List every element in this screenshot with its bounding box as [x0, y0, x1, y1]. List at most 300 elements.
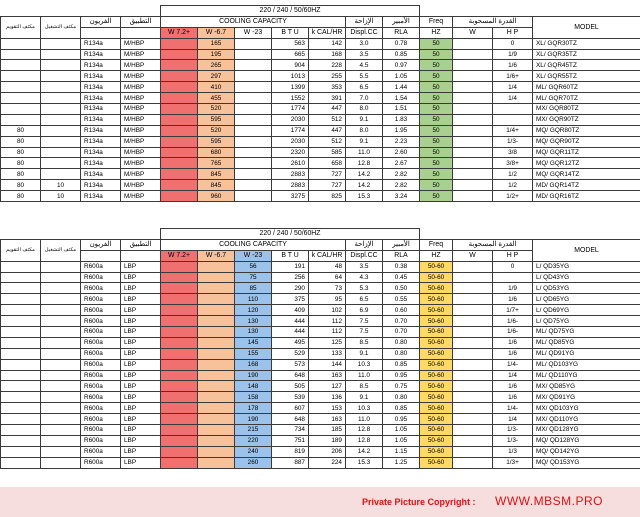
w-67-cell — [198, 370, 235, 381]
w-67-cell: 297 — [198, 71, 235, 82]
rla-cell: 0.80 — [383, 392, 420, 403]
displ-cell: 14.2 — [346, 446, 383, 457]
amp-adjust-cell — [1, 38, 41, 49]
application-cell: M/HBP — [121, 136, 161, 147]
model-cell: ML/ GQR60TZ — [533, 82, 640, 93]
w-72-cell — [161, 272, 198, 283]
w-72-cell — [161, 180, 198, 191]
rla-cell: 2.23 — [383, 136, 420, 147]
ampere-ar-header: الأمبير — [383, 16, 420, 27]
model-cell: MX/ GQR90TZ — [533, 114, 640, 125]
w-23-cell: 110 — [235, 294, 272, 305]
model-cell: MQ/ GQR14TZ — [533, 169, 640, 180]
w-cell — [453, 114, 493, 125]
model-cell: ML/ GQR70TZ — [533, 93, 640, 104]
hp-cell: 1/3- — [493, 136, 533, 147]
refrigerant-cell: R600a — [81, 457, 121, 468]
w-72-cell — [161, 283, 198, 294]
w-23-cell — [235, 93, 272, 104]
start-cap-cell — [41, 348, 81, 359]
kcal-cell: 144 — [309, 359, 346, 370]
w-cell — [453, 272, 493, 283]
table-row — [1, 38, 640, 49]
rla-cell: 0.70 — [383, 316, 420, 327]
application-cell: M/HBP — [121, 114, 161, 125]
start-cap-cell — [41, 71, 81, 82]
hz-cell: 50-60 — [420, 381, 453, 392]
start-cap-cell — [41, 392, 81, 403]
w-cell — [453, 191, 493, 202]
w-67-cell: 845 — [198, 180, 235, 191]
w-72-cell — [161, 327, 198, 338]
table-row — [1, 425, 640, 436]
kcal-cell: 112 — [309, 327, 346, 338]
w-72-cell — [161, 414, 198, 425]
w-23-cell: 260 — [235, 457, 272, 468]
rla-cell: 2.82 — [383, 169, 420, 180]
rla-cell: 2.82 — [383, 180, 420, 191]
w-23-cell — [235, 38, 272, 49]
start-cap-cell — [41, 261, 81, 272]
displ-cell: 5.3 — [346, 283, 383, 294]
w-67-cell — [198, 435, 235, 446]
refrigerant-cell: R600a — [81, 446, 121, 457]
hp-cell: 1/4 — [493, 414, 533, 425]
application-cell: LBP — [121, 348, 161, 359]
rla-cell: 0.45 — [383, 272, 420, 283]
w-cell — [453, 403, 493, 414]
hp-cell: 1/3- — [493, 425, 533, 436]
table-row — [1, 392, 640, 403]
start-cap-cell — [41, 49, 81, 60]
hz-cell: 50-60 — [420, 337, 453, 348]
rla-cell: 3.24 — [383, 191, 420, 202]
application-cell: M/HBP — [121, 158, 161, 169]
w-23-cell — [235, 169, 272, 180]
table-row — [1, 337, 640, 348]
w-cell — [453, 147, 493, 158]
btu-cell: 495 — [272, 337, 309, 348]
w-72-cell — [161, 359, 198, 370]
w-cell — [453, 370, 493, 381]
table-row — [1, 49, 640, 60]
application-cell: LBP — [121, 316, 161, 327]
w-23-cell — [235, 158, 272, 169]
hp-cell: 1/3+ — [493, 457, 533, 468]
rla-cell: 0.95 — [383, 414, 420, 425]
table-header-row — [1, 229, 640, 240]
btu-cell: 505 — [272, 381, 309, 392]
displ-cell: 14.2 — [346, 169, 383, 180]
r134a-spec-table — [0, 5, 640, 202]
hz-cell: 50 — [420, 147, 453, 158]
w-72-cell — [161, 337, 198, 348]
hp-cell: 1/6 — [493, 294, 533, 305]
start-cap-cell — [41, 359, 81, 370]
displ-cell: 6.5 — [346, 294, 383, 305]
rla-cell: 0.78 — [383, 38, 420, 49]
w-cell — [453, 136, 493, 147]
btu-cell: 375 — [272, 294, 309, 305]
w-23-cell: 130 — [235, 316, 272, 327]
btu-cell: 539 — [272, 392, 309, 403]
kcal-cell: 127 — [309, 381, 346, 392]
model-cell: MQ/ QD153YG — [533, 457, 640, 468]
table-header-row — [1, 239, 640, 250]
kcal-cell: 153 — [309, 403, 346, 414]
displ-cell: 10.3 — [346, 403, 383, 414]
start-cap-cell — [41, 60, 81, 71]
amp-adjust-cell — [1, 294, 41, 305]
w-23-cell: 220 — [235, 435, 272, 446]
table-row — [1, 457, 640, 468]
w-cell — [453, 327, 493, 338]
amp-adjust-cell — [1, 93, 41, 104]
table-row — [1, 261, 640, 272]
hp-header: H P — [493, 27, 533, 38]
w-23-cell: 155 — [235, 348, 272, 359]
btu-cell: 2030 — [272, 136, 309, 147]
w-23-cell — [235, 191, 272, 202]
refrigerant-cell: R134a — [81, 82, 121, 93]
hp-cell: 1/9 — [493, 49, 533, 60]
rla-cell: 0.60 — [383, 305, 420, 316]
w-cell — [453, 60, 493, 71]
amp-adjust-cell — [1, 327, 41, 338]
w-72-cell — [161, 457, 198, 468]
w-67-cell: 195 — [198, 49, 235, 60]
w-67-cell — [198, 457, 235, 468]
w-cell — [453, 158, 493, 169]
table-row — [1, 348, 640, 359]
refrigerant-cell: R600a — [81, 294, 121, 305]
table-header-row — [1, 6, 640, 17]
hz-cell: 50-60 — [420, 435, 453, 446]
btu-cell: 191 — [272, 261, 309, 272]
hp-cell: 1/6 — [493, 348, 533, 359]
w-67-cell — [198, 403, 235, 414]
model-cell: MQ/ QD128YG — [533, 435, 640, 446]
displ-cell: 5.5 — [346, 71, 383, 82]
start-cap-cell — [41, 82, 81, 93]
amp-adjust-cell — [1, 49, 41, 60]
w-cell — [453, 457, 493, 468]
amp-adjust-cell — [1, 348, 41, 359]
hp-cell: 1/9 — [493, 283, 533, 294]
application-cell: LBP — [121, 403, 161, 414]
w-23-cell — [235, 125, 272, 136]
displ-cell: 8.0 — [346, 104, 383, 115]
refrigerant-header: الفريون — [81, 16, 121, 27]
kcal-cell: 585 — [309, 147, 346, 158]
start-cap-cell — [41, 38, 81, 49]
w-67-cell — [198, 446, 235, 457]
kcal-cell: 136 — [309, 392, 346, 403]
application-cell: LBP — [121, 414, 161, 425]
hp-cell: 1/3 — [493, 446, 533, 457]
w-cell — [453, 104, 493, 115]
amp-adjust-cell — [1, 305, 41, 316]
w-72-cell — [161, 261, 198, 272]
kcal-cell: 727 — [309, 169, 346, 180]
hz-cell: 50-60 — [420, 283, 453, 294]
w-67-cell: 455 — [198, 93, 235, 104]
rla-cell: 2.60 — [383, 147, 420, 158]
hz-cell: 50-60 — [420, 403, 453, 414]
w-67-cell — [198, 294, 235, 305]
kcal-cell: 102 — [309, 305, 346, 316]
w-23-cell: 178 — [235, 403, 272, 414]
hz-cell: 50 — [420, 104, 453, 115]
w-cell — [453, 82, 493, 93]
application-cell: LBP — [121, 359, 161, 370]
hz-cell: 50-60 — [420, 359, 453, 370]
w-23-cell — [235, 49, 272, 60]
start-cap-cell — [41, 414, 81, 425]
amp-adjust-cell: 80 — [1, 169, 41, 180]
refrigerant-cell: R134a — [81, 147, 121, 158]
refrigerant-cell: R134a — [81, 38, 121, 49]
w-23-cell — [235, 60, 272, 71]
w-cell — [453, 392, 493, 403]
application-cell: M/HBP — [121, 82, 161, 93]
model-cell: MQ/ QD142YG — [533, 446, 640, 457]
table-row — [1, 403, 640, 414]
w-23-cell — [235, 104, 272, 115]
w-cell — [453, 348, 493, 359]
hz-cell: 50-60 — [420, 457, 453, 468]
hz-cell: 50-60 — [420, 348, 453, 359]
btu-cell: 1399 — [272, 82, 309, 93]
w-23-cell: 120 — [235, 305, 272, 316]
rla-cell: 0.75 — [383, 381, 420, 392]
kcal-cell: 168 — [309, 49, 346, 60]
w-67-cell: 520 — [198, 104, 235, 115]
refrigerant-cell: R600a — [81, 381, 121, 392]
w-67-cell: 960 — [198, 191, 235, 202]
table-row — [1, 180, 640, 191]
amp-adjust-header: مكثف التقويم — [1, 239, 41, 261]
refrigerant-cell: R134a — [81, 125, 121, 136]
w-23-cell: 130 — [235, 327, 272, 338]
kcal-cell: 512 — [309, 114, 346, 125]
model-cell: MD/ GQR14TZ — [533, 180, 640, 191]
amp-adjust-cell: 80 — [1, 125, 41, 136]
displ-cell: 12.8 — [346, 435, 383, 446]
hp-cell — [493, 104, 533, 115]
kcal-cell: 125 — [309, 337, 346, 348]
application-cell: M/HBP — [121, 147, 161, 158]
rla-cell: 0.38 — [383, 261, 420, 272]
table-row — [1, 136, 640, 147]
application-cell: LBP — [121, 261, 161, 272]
hp-cell: 1/6+ — [493, 71, 533, 82]
table-row — [1, 316, 640, 327]
w-67-cell: 595 — [198, 114, 235, 125]
refrigerant-cell: R600a — [81, 327, 121, 338]
btu-cell: 2320 — [272, 147, 309, 158]
table-row — [1, 283, 640, 294]
hz-cell: 50-60 — [420, 414, 453, 425]
hp-cell — [493, 114, 533, 125]
displ-cell: 15.3 — [346, 191, 383, 202]
model-cell: L/ QD43YG — [533, 272, 640, 283]
btu-cell: 529 — [272, 348, 309, 359]
btu-cell: 665 — [272, 49, 309, 60]
table-row — [1, 93, 640, 104]
kcal-cell: 353 — [309, 82, 346, 93]
hz-cell: 50-60 — [420, 327, 453, 338]
w-cell — [453, 49, 493, 60]
model-cell: MQ/ GQR90TZ — [533, 136, 640, 147]
hp-cell: 1/4- — [493, 403, 533, 414]
hz-cell: 50-60 — [420, 392, 453, 403]
start-cap-cell: 10 — [41, 180, 81, 191]
displ-cell: 12.8 — [346, 158, 383, 169]
kcal-cell: 48 — [309, 261, 346, 272]
hp-cell: 1/4- — [493, 359, 533, 370]
kcal-cell: 133 — [309, 348, 346, 359]
rla-cell: 0.80 — [383, 348, 420, 359]
kcal-cell: 112 — [309, 316, 346, 327]
voltage-header: 220 / 240 / 50/60HZ — [161, 6, 420, 17]
btu-cell: 444 — [272, 327, 309, 338]
rla-cell: 1.54 — [383, 93, 420, 104]
w-cell — [453, 337, 493, 348]
w-67-cell: 520 — [198, 125, 235, 136]
start-cap-cell — [41, 283, 81, 294]
refrigerant-cell: R600a — [81, 348, 121, 359]
model-cell: ML/ QD110YG — [533, 370, 640, 381]
amp-adjust-cell — [1, 381, 41, 392]
w-67-cell: 265 — [198, 60, 235, 71]
amp-adjust-cell: 80 — [1, 191, 41, 202]
hp-cell: 1/4 — [493, 93, 533, 104]
w-cell — [453, 446, 493, 457]
application-cell: LBP — [121, 337, 161, 348]
rla-cell: 1.83 — [383, 114, 420, 125]
table-row — [1, 294, 640, 305]
w-72-header: W 7.2+ — [161, 250, 198, 261]
amp-adjust-cell — [1, 403, 41, 414]
refrigerant-cell: R600a — [81, 283, 121, 294]
refrigerant-cell: R600a — [81, 359, 121, 370]
displ-header: Displ.CC — [346, 27, 383, 38]
rla-cell: 1.05 — [383, 425, 420, 436]
btu-cell: 751 — [272, 435, 309, 446]
hz-cell: 50 — [420, 158, 453, 169]
amp-adjust-cell — [1, 337, 41, 348]
w-cell — [453, 414, 493, 425]
kcal-cell: 95 — [309, 294, 346, 305]
model-cell: ML/ QD103YG — [533, 359, 640, 370]
hp-header: H P — [493, 250, 533, 261]
refrigerant-cell: R134a — [81, 158, 121, 169]
btu-cell: 819 — [272, 446, 309, 457]
application-cell: M/HBP — [121, 169, 161, 180]
table-row — [1, 82, 640, 93]
hp-cell: 3/8+ — [493, 158, 533, 169]
w-72-cell — [161, 446, 198, 457]
refrigerant-cell: R134a — [81, 114, 121, 125]
hp-cell: 1/3- — [493, 435, 533, 446]
application-cell: LBP — [121, 457, 161, 468]
refrigerant-cell: R134a — [81, 169, 121, 180]
table-row — [1, 147, 640, 158]
w-72-cell — [161, 38, 198, 49]
hz-header: HZ — [420, 27, 453, 38]
amp-adjust-cell — [1, 435, 41, 446]
w-67-cell — [198, 348, 235, 359]
model-header: MODEL — [533, 16, 640, 38]
amp-adjust-cell: 80 — [1, 158, 41, 169]
hp-cell: 1/6 — [493, 60, 533, 71]
btu-cell: 256 — [272, 272, 309, 283]
rla-cell: 0.50 — [383, 283, 420, 294]
w-cell — [453, 359, 493, 370]
refrigerant-cell: R600a — [81, 305, 121, 316]
hp-cell: 0 — [493, 261, 533, 272]
w-72-cell — [161, 104, 198, 115]
start-cap-cell — [41, 403, 81, 414]
btu-cell: 734 — [272, 425, 309, 436]
application-cell: M/HBP — [121, 191, 161, 202]
table-row — [1, 104, 640, 115]
w-72-cell — [161, 82, 198, 93]
rla-cell: 1.25 — [383, 457, 420, 468]
displ-cell: 7.0 — [346, 93, 383, 104]
hz-cell: 50 — [420, 93, 453, 104]
w-header: W — [453, 27, 493, 38]
application-cell: M/HBP — [121, 38, 161, 49]
amp-adjust-cell — [1, 414, 41, 425]
btu-cell: 648 — [272, 370, 309, 381]
displ-cell: 11.0 — [346, 147, 383, 158]
r600a-spec-table — [0, 228, 640, 469]
w-72-cell — [161, 147, 198, 158]
w-23-cell: 145 — [235, 337, 272, 348]
w-72-cell — [161, 435, 198, 446]
hp-cell: 1/6- — [493, 316, 533, 327]
rla-cell: 1.51 — [383, 104, 420, 115]
table-row — [1, 446, 640, 457]
w-67-cell — [198, 359, 235, 370]
rla-cell: 0.85 — [383, 359, 420, 370]
w-23-cell: 56 — [235, 261, 272, 272]
w-67-cell — [198, 316, 235, 327]
refrigerant-cell: R134a — [81, 104, 121, 115]
rla-cell: 0.55 — [383, 294, 420, 305]
btu-cell: 1013 — [272, 71, 309, 82]
btu-cell: 2883 — [272, 180, 309, 191]
hz-cell: 50 — [420, 125, 453, 136]
btu-cell: 1552 — [272, 93, 309, 104]
kcal-cell: 64 — [309, 272, 346, 283]
power-ar-header: القدرة المسحوبة — [453, 239, 533, 250]
r134a-table-body — [1, 6, 640, 202]
start-cap-cell — [41, 316, 81, 327]
application-cell: M/HBP — [121, 180, 161, 191]
w-23-cell: 75 — [235, 272, 272, 283]
refrigerant-cell: R134a — [81, 93, 121, 104]
table-row — [1, 272, 640, 283]
displ-cell: 6.5 — [346, 82, 383, 93]
application-cell: M/HBP — [121, 104, 161, 115]
application-cell: LBP — [121, 381, 161, 392]
w-23-cell: 240 — [235, 446, 272, 457]
refrigerant-cell: R600a — [81, 435, 121, 446]
displ-cell: 4.5 — [346, 60, 383, 71]
